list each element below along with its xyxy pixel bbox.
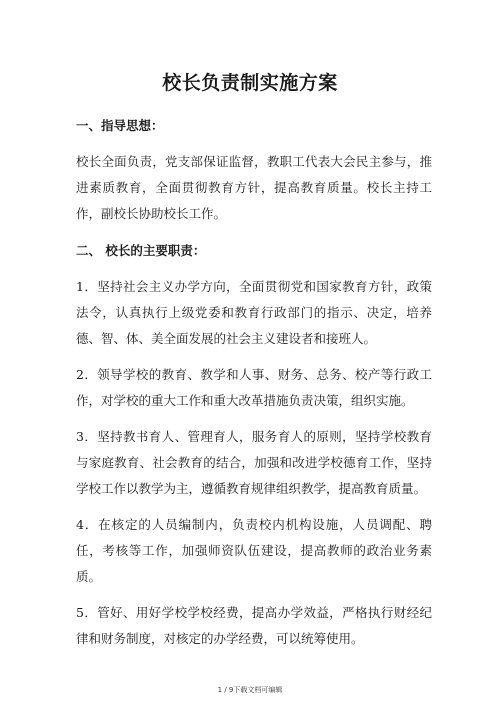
- section-heading-principal-duties: 二、 校长的主要职责：: [76, 243, 206, 258]
- duty-item-5: 5．管好、用好学校学校经费，提高办学效益，严格执行财经纪律和财务制度，对核定的办学经费，可以统筹使用。: [76, 605, 432, 646]
- document-title: 校长负责制实施方案: [162, 72, 338, 94]
- section-heading-guiding-ideology: 一、指导思想：: [76, 118, 164, 133]
- duty-item-3: 3．坚持教书育人、管理育人，服务育人的原则，坚持学校教育与家庭教育、社会教育的结合，加强和改进学校德育工作，坚持学校工作以教学为主，遵循教育规律组织教学，提高教育质量。: [76, 429, 432, 496]
- duty-item-4: 4．在核定的人员编制内，负责校内机构设施，人员调配、聘任，考核等工作，加强师资队伍建设，提高教师的政治业务素质。: [76, 517, 432, 584]
- duty-item-2: 2．领导学校的教育、教学和人事、财务、总务、校产等行政工作，对学校的重大工作和重大改革措施负责决策，组织实施。: [76, 367, 432, 408]
- paragraph-guiding-ideology: 校长全面负责，党支部保证监督，教职工代表大会民主参与，推进素质教育，全面贯彻教育方针，提高教育质量。校长主持工作，副校长协助校长工作。: [76, 154, 432, 221]
- page-footer: 1 / 9下载文档可编辑: [217, 686, 283, 694]
- document-body: [76, 116, 432, 662]
- duty-item-1: 1．坚持社会主义办学方向，全面贯彻党和国家教育方针，政策法令，认真执行上级党委和教育行政部门的指示、决定，培养德、智、体、美全面发展的社会主义建设者和接班人。: [76, 279, 432, 346]
